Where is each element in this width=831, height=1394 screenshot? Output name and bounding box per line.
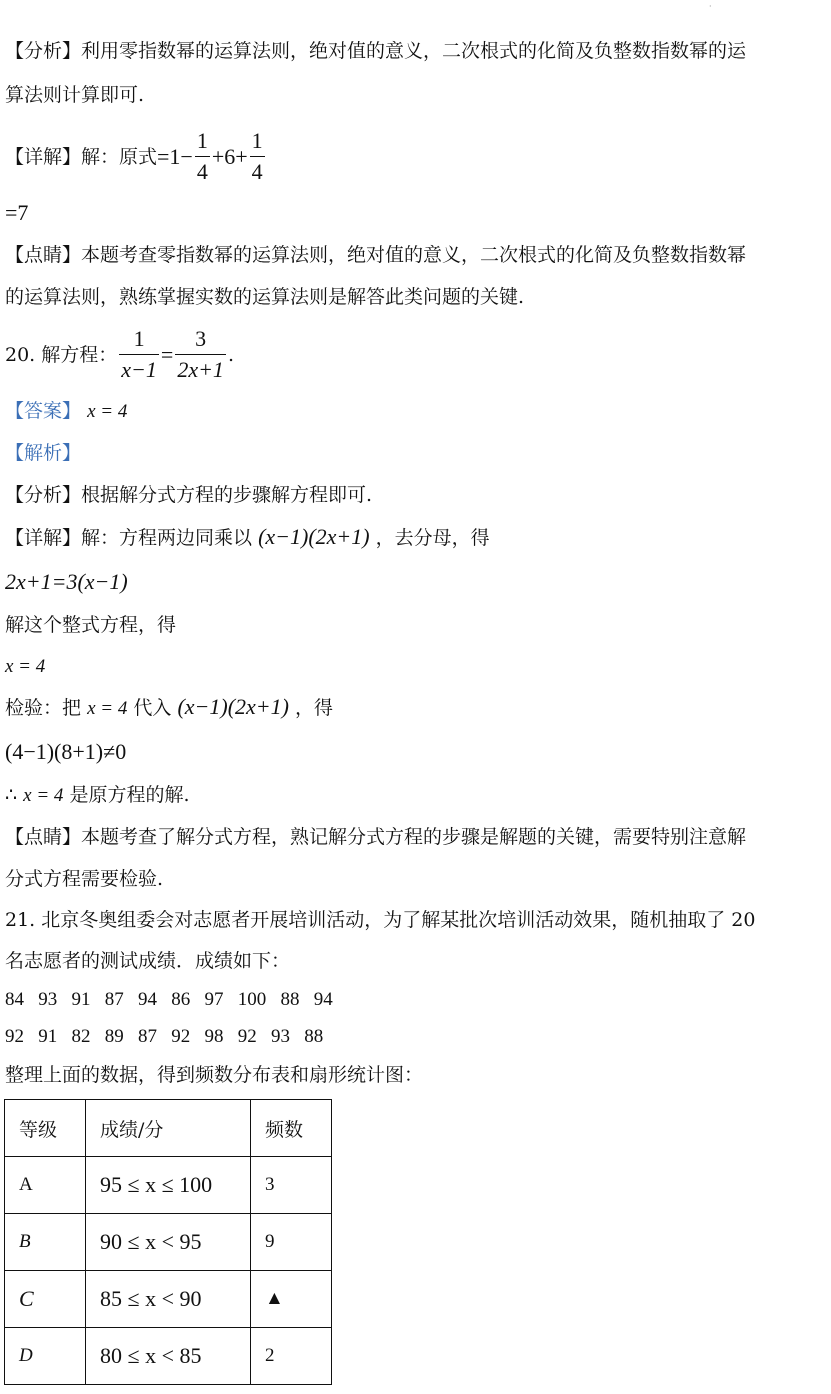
- table-cell-count: 2: [251, 1328, 332, 1385]
- q20-check-c: ，得: [295, 697, 334, 719]
- q21-organize: 整理上面的数据，得到频数分布表和扇形统计图：: [5, 1064, 424, 1086]
- q20-check-a: 检验：把: [5, 697, 82, 719]
- table-header-cell: 等级: [5, 1100, 86, 1157]
- table-header-cell: 成绩/分: [86, 1100, 251, 1157]
- table-cell-grade: D: [5, 1328, 86, 1385]
- q19-frac1-denominator: 4: [196, 159, 208, 184]
- q21-stem-cont: 名志愿者的测试成绩．成绩如下：: [5, 950, 291, 972]
- table-cell-range: 80 ≤ x < 85: [86, 1328, 251, 1385]
- q20-step3: x = 4: [5, 656, 46, 677]
- q20-explain-label: 【解析】: [5, 442, 82, 464]
- q19-comment-cont: 的运算法则，熟练掌握实数的运算法则是解答此类问题的关键.: [5, 286, 525, 308]
- table-cell-range: 85 ≤ x < 90: [86, 1271, 251, 1328]
- q20-answer: x = 4: [87, 401, 128, 422]
- q20-rhs-numerator: 3: [175, 324, 226, 355]
- q20-number: 20. 解方程：: [5, 343, 118, 366]
- q20-answer-line: [5, 398, 127, 425]
- table-row: [5, 1271, 332, 1328]
- q19-analysis: 【分析】利用零指数幂的运算法则，绝对值的意义，二次根式的化简及负整数指数幂的运: [5, 40, 747, 62]
- q20-comment: 【点睛】本题考查了解分式方程，熟记解分式方程的步骤是解题的关键，需要特别注意解: [5, 826, 747, 848]
- table-header-row: [5, 1100, 332, 1157]
- q19-detail-label: 【详解】解：原式: [5, 145, 158, 168]
- q20-lhs-fraction: [119, 324, 159, 385]
- q20-therefore-x: x = 4: [23, 785, 64, 806]
- q20-detail: [5, 524, 490, 551]
- q19-fraction-1: [195, 126, 210, 187]
- q20-check-result: (4−1)(8+1)≠0: [5, 739, 127, 764]
- q20-check-expr: (x−1)(2x+1): [177, 694, 289, 719]
- q20-lhs-numerator: 1: [119, 324, 159, 355]
- q20-step2: 解这个整式方程，得: [5, 614, 177, 636]
- table-cell-range: 95 ≤ x ≤ 100: [86, 1157, 251, 1214]
- q19-fraction-2: [250, 126, 265, 187]
- q20-detail-expr: (x−1)(2x+1): [258, 524, 370, 549]
- table-cell-grade: A: [5, 1157, 86, 1214]
- table-row: [5, 1328, 332, 1385]
- q20-lhs-denominator: x−1: [121, 357, 157, 382]
- q21-scores-row2: 92 91 82 89 87 92 98 92 93 88: [5, 1026, 324, 1047]
- q19-detail-mid: +6+: [211, 143, 248, 169]
- table-cell-count: 9: [251, 1214, 332, 1271]
- q19-detail-eq: =1−: [157, 143, 193, 169]
- table-cell-count-triangle: ▲: [251, 1271, 332, 1328]
- q19-comment: 【点睛】本题考查零指数幂的运算法则，绝对值的意义，二次根式的化简及负整数指数幂: [5, 244, 747, 266]
- q19-result: =7: [5, 200, 29, 225]
- q20-rhs-fraction: [175, 324, 226, 385]
- table-cell-range: 90 ≤ x < 95: [86, 1214, 251, 1271]
- q19-frac1-numerator: 1: [195, 126, 210, 157]
- table-row: [5, 1157, 332, 1214]
- q19-analysis-cont: 算法则计算即可.: [5, 84, 145, 106]
- q20-check-b: 代入: [133, 697, 172, 719]
- therefore-symbol: ∴: [5, 784, 18, 806]
- q20-period: .: [227, 343, 234, 366]
- q19-frac2-denominator: 4: [251, 159, 263, 184]
- frequency-table: [4, 1099, 332, 1385]
- table-cell-grade: B: [5, 1214, 86, 1271]
- q20-step1: 2x+1=3(x−1): [5, 569, 128, 594]
- q21-scores-row1: 84 93 91 87 94 86 97 100 88 94: [5, 989, 333, 1010]
- q19-frac2-numerator: 1: [250, 126, 265, 157]
- q20-comment-cont: 分式方程需要检验.: [5, 868, 164, 890]
- q20-answer-label: 【答案】: [5, 400, 82, 422]
- table-header-cell: 频数: [251, 1100, 332, 1157]
- q20-stem: [5, 324, 234, 385]
- q20-therefore-b: 是原方程的解.: [69, 784, 190, 806]
- q20-analysis: 【分析】根据解分式方程的步骤解方程即可.: [5, 484, 373, 506]
- q20-check-x: x = 4: [87, 698, 128, 719]
- table-cell-grade: C: [5, 1271, 86, 1328]
- q19-detail: [5, 126, 267, 187]
- q20-equals: =: [160, 341, 174, 367]
- q21-stem: 21. 北京冬奥组委会对志愿者开展培训活动，为了解某批次培训活动效果，随机抽取了 20: [5, 909, 756, 931]
- table-cell-count: 3: [251, 1157, 332, 1214]
- stray-dot: ·: [709, 2, 712, 11]
- q20-detail-b: ，去分母，得: [375, 527, 490, 549]
- q20-therefore: [5, 782, 190, 809]
- q20-detail-a: 【详解】解：方程两边同乘以: [5, 527, 253, 549]
- q20-rhs-denominator: 2x+1: [177, 357, 224, 382]
- q20-check: [5, 694, 333, 722]
- table-row: [5, 1214, 332, 1271]
